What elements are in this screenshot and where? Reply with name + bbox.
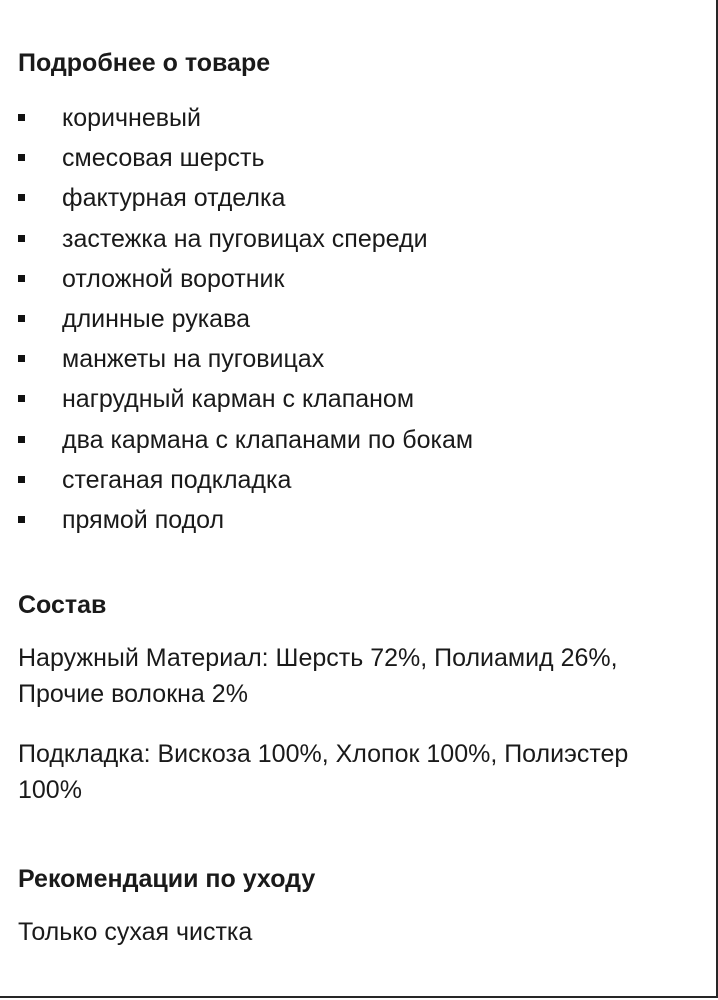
list-item-label: застежка на пуговицах спереди [62,224,428,253]
list-item [18,102,473,142]
composition-lining: Подкладка: Вискоза 100%, Хлопок 100%, Полиэстер 100% [18,740,629,804]
list-item [18,343,473,383]
bullet-icon [18,436,25,443]
list-item-label: фактурная отделка [62,184,286,213]
list-item-label: прямой подол [62,505,225,534]
list-item-label: стеганая подкладка [62,465,292,494]
list-item-label: коричневый [62,104,201,132]
composition-title: Состав [18,591,107,619]
bullet-icon [18,154,25,161]
bullet-icon [18,235,25,242]
list-item-label: манжеты на пуговицах [62,345,325,374]
bullet-icon [18,395,25,402]
list-item [18,223,473,263]
care-title: Рекомендации по уходу [18,865,316,893]
bullet-icon [18,355,25,362]
list-item [18,182,473,222]
list-item-label: отложной воротник [62,264,285,293]
composition-outer-material: Наружный Материал: Шерсть 72%, Полиамид 26%, Прочие волокна 2% [18,644,618,708]
list-item [18,464,473,504]
bullet-icon [18,516,25,523]
list-item [18,383,473,423]
list-item [18,142,473,182]
bullet-icon [18,275,25,282]
list-item [18,424,473,464]
list-item-label: смесовая шерсть [62,144,265,173]
bullet-icon [18,476,25,483]
list-item-label: нагрудный карман с клапаном [62,385,415,414]
list-item [18,303,473,343]
bullet-icon [18,194,25,201]
bullet-icon [18,315,25,322]
list-item [18,263,473,303]
details-title: Подробнее о товаре [18,49,271,77]
list-item-label: длинные рукава [62,304,250,333]
features-list [18,102,473,544]
bullet-icon [18,114,25,121]
list-item [18,504,473,544]
list-item-label: два кармана с клапанами по бокам [62,425,474,454]
care-instructions: Только сухая чистка [18,918,253,946]
